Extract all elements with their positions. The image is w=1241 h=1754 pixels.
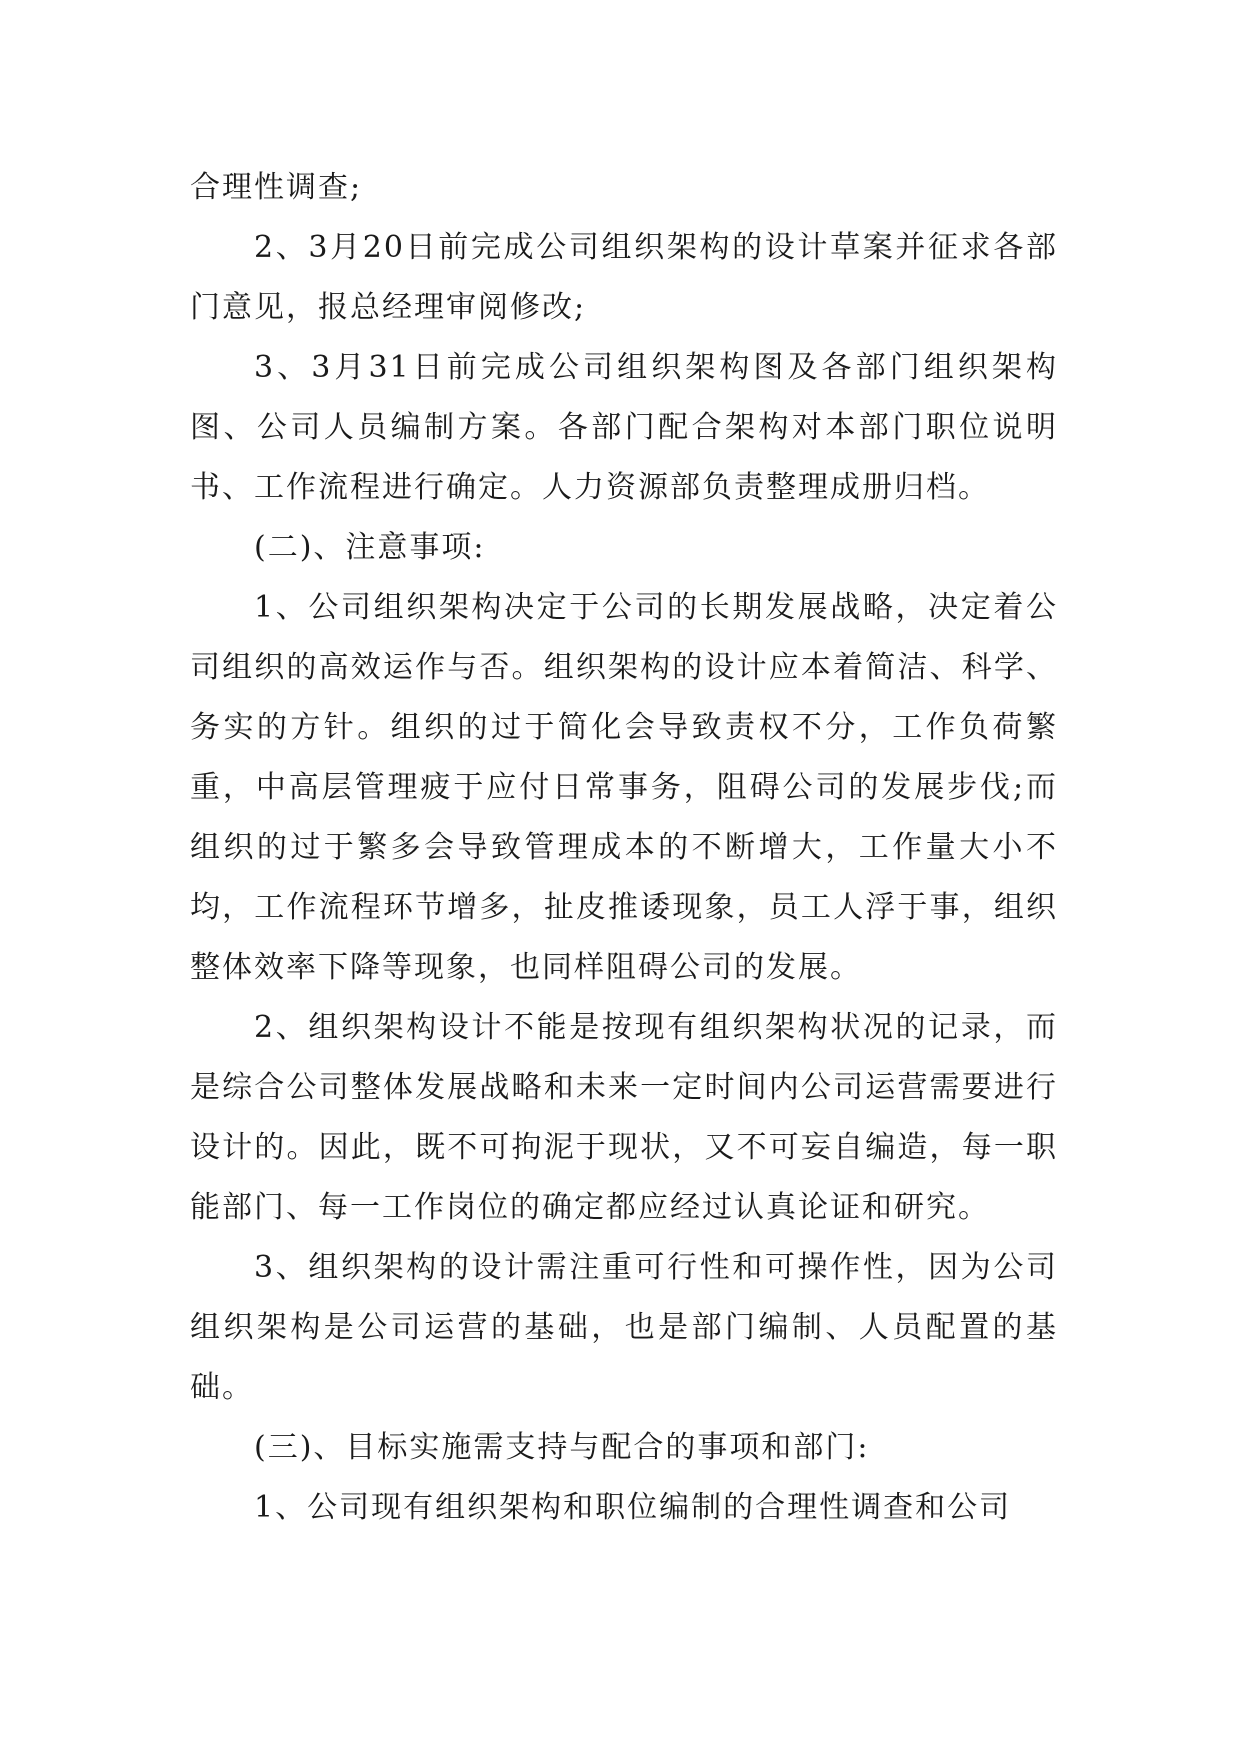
paragraph-6: 3、组织架构的设计需注重可行性和可操作性，因为公司组织架构是公司运营的基础，也是部门编制、人员配置的基础。 (190, 1250, 1058, 1405)
paragraph-2: 2、3月20日前完成公司组织架构的设计草案并征求各部门意见，报总经理审阅修改; (190, 230, 1058, 325)
paragraph-7: 1、公司现有组织架构和职位编制的合理性调查和公司 (254, 1490, 1012, 1525)
section-heading-2: (二)、注意事项: (254, 530, 486, 565)
document-page (190, 158, 1058, 1538)
section-heading-3: (三)、目标实施需支持与配合的事项和部门: (254, 1430, 870, 1465)
paragraph-1: 合理性调查; (190, 170, 363, 205)
paragraph-3: 3、3月31日前完成公司组织架构图及各部门组织架构图、公司人员编制方案。各部门配合架构对本部门职位说明书、工作流程进行确定。人力资源部负责整理成册归档。 (190, 350, 1058, 505)
paragraph-5: 2、组织架构设计不能是按现有组织架构状况的记录，而是综合公司整体发展战略和未来一定时间内公司运营需要进行设计的。因此，既不可拘泥于现状，又不可妄自编造，每一职能部门、每一工作岗位的确定都应经过认真论证和研究。 (190, 1010, 1058, 1225)
paragraph-4: 1、公司组织架构决定于公司的长期发展战略，决定着公司组织的高效运作与否。组织架构的设计应本着简洁、科学、务实的方针。组织的过于简化会导致责权不分，工作负荷繁重，中高层管理疲于应付日常事务，阻碍公司的发展步伐;而组织的过于繁多会导致管理成本的不断增大，工作量大小不均，工作流程环节增多，扯皮推诿现象，员工人浮于事，组织整体效率下降等现象，也同样阻碍公司的发展。 (190, 590, 1058, 985)
